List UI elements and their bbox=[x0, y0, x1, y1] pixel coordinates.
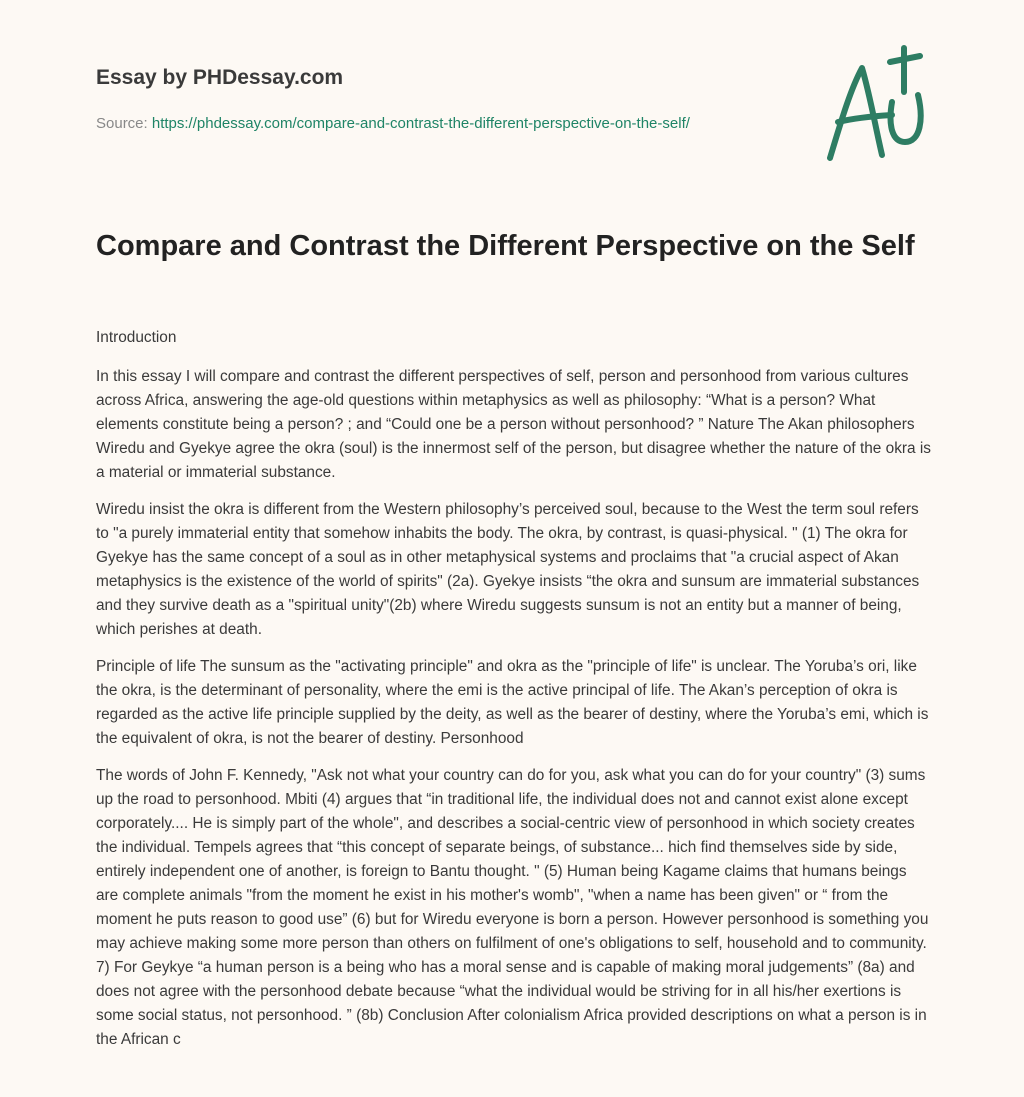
source-link[interactable]: https://phdessay.com/compare-and-contrast-the-different-perspective-on-the-self/ bbox=[151, 115, 690, 132]
source-line bbox=[96, 112, 736, 136]
paragraph: The words of John F. Kennedy, "Ask not what your country can do for you, ask what you can do for your country" (3) sums up the road to personhood. Mbiti (4) argues that “in traditional life, the individual does not and cannot exist alone except corporately.... He is simply part of the whole", and describes a social-centric view of personhood in which society creates the individual. Tempels agrees that “this concept of separate beings, of substance... hich find themselves side by side, entirely independent one of another, is foreign to Bantu thought. " (5) Human being Kagame claims that humans beings are complete animals "from the moment he exist in his mother's womb", "when a name has been given" or “ from the moment he puts reason to good use” (6) but for Wiredu everyone is born a person. However personhood is something you may achieve making some more person than others on fulfilment of one's obligations to self, household and to community. 7) For Geykye “a human person is a being who has a moral sense and is capable of making moral judgements” (8a) and does not agree with the personhood debate because “what the individual would be striving for in all his/her exertions is some social status, not personhood. ” (8b) Conclusion After colonialism Africa provided descriptions on what a person is in the African c bbox=[96, 767, 929, 1048]
section-heading: Introduction bbox=[96, 329, 177, 346]
page-title: Compare and Contrast the Different Perspective on the Self bbox=[96, 230, 915, 262]
paragraph: Principle of life The sunsum as the "activating principle" and okra as the "principle of life" is unclear. The Yoruba’s ori, like the okra, is the determinant of personality, where the emi is the active principal of life. The Akan’s perception of okra is regarded as the active life principle supplied by the deity, as well as the bearer of destiny, where the Yoruba’s emi, which is the equivalent of okra, is not the bearer of destiny. Personhood bbox=[96, 658, 929, 747]
source-label: Source: bbox=[96, 115, 148, 132]
essay-body bbox=[96, 326, 932, 1065]
paragraph: Wiredu insist the okra is different from the Western philosophy’s perceived soul, because to the West the term soul refers to "a purely immaterial entity that somehow inhabits the body. The okra, by contrast, is quasi-physical. " (1) The okra for Gyekye has the same concept of a soul as in other metaphysical systems and proclaims that "a crucial aspect of Akan metaphysics is the existence of the world of spirits" (2a). Gyekye insists “the okra and sunsum are immaterial substances and they survive death as a "spiritual unity"(2b) where Wiredu suggests sunsum is not an entity but a manner of being, which perishes at death. bbox=[96, 501, 920, 638]
paragraph: In this essay I will compare and contrast the different perspectives of self, person and personhood from various cultures across Africa, answering the age-old questions within metaphysics as well as philosophy: “What is a person? What elements constitute being a person? ; and “Could one be a person without personhood? ” Nature The Akan philosophers Wiredu and Gyekye agree the okra (soul) is the innermost self of the person, but disagree whether the nature of the okra is a material or immaterial substance. bbox=[96, 368, 931, 481]
a-plus-logo bbox=[820, 40, 930, 165]
site-title: Essay by PHDessay.com bbox=[96, 66, 344, 89]
